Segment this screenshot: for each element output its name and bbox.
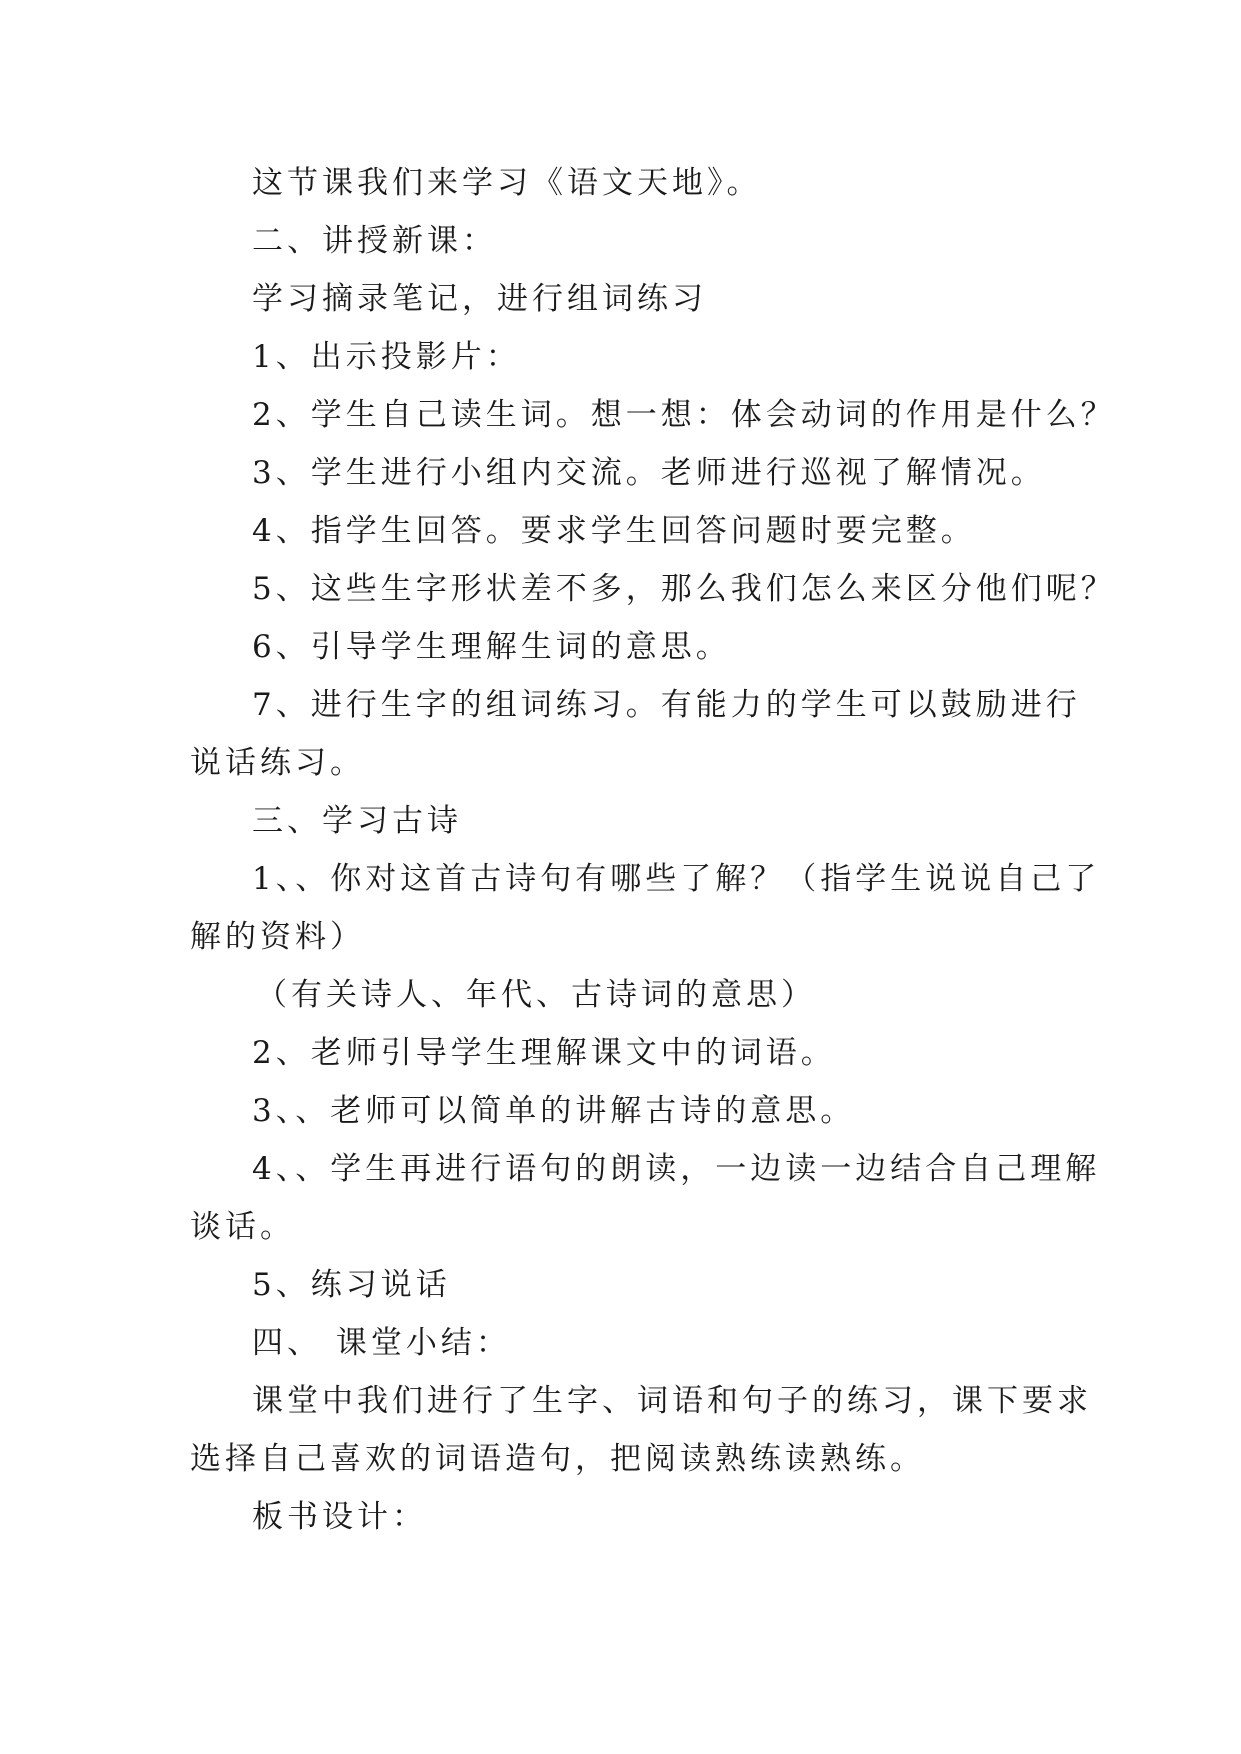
text-line: （有关诗人、年代、古诗词的意思） <box>256 977 816 1013</box>
list-item-continuation: 说话练习。 <box>190 745 365 781</box>
text-line: 学习摘录笔记，进行组词练习 <box>252 281 707 317</box>
text-line: 板书设计： <box>252 1499 427 1535</box>
list-item-continuation: 解的资料） <box>190 919 365 955</box>
list-item-continuation: 谈话。 <box>190 1209 295 1245</box>
list-item: 3、学生进行小组内交流。老师进行巡视了解情况。 <box>252 455 1046 491</box>
section-heading: 四、 课堂小结： <box>252 1325 511 1361</box>
list-item: 2、老师引导学生理解课文中的词语。 <box>252 1035 836 1071</box>
list-item: 1、出示投影片： <box>252 339 521 375</box>
list-item: 4、、学生再进行语句的朗读，一边读一边结合自己理解 <box>252 1151 1101 1187</box>
list-item: 5、这些生字形状差不多，那么我们怎么来区分他们呢？ <box>252 571 1116 607</box>
section-heading: 二、讲授新课： <box>252 223 497 259</box>
list-item: 3、、老师可以简单的讲解古诗的意思。 <box>252 1093 856 1129</box>
list-item: 5、练习说话 <box>252 1267 451 1303</box>
list-item: 4、指学生回答。要求学生回答问题时要完整。 <box>252 513 976 549</box>
list-item: 7、进行生字的组词练习。有能力的学生可以鼓励进行 <box>252 687 1081 723</box>
text-line-continuation: 选择自己喜欢的词语造句，把阅读熟练读熟练。 <box>190 1441 925 1477</box>
text-line: 课堂中我们进行了生字、词语和句子的练习，课下要求 <box>252 1383 1092 1419</box>
text-line: 这节课我们来学习《语文天地》。 <box>252 165 762 201</box>
list-item: 2、学生自己读生词。想一想：体会动词的作用是什么？ <box>252 397 1116 433</box>
list-item: 6、引导学生理解生词的意思。 <box>252 629 731 665</box>
section-heading: 三、学习古诗 <box>252 803 462 839</box>
list-item: 1、、你对这首古诗句有哪些了解？（指学生说说自己了 <box>252 861 1101 897</box>
